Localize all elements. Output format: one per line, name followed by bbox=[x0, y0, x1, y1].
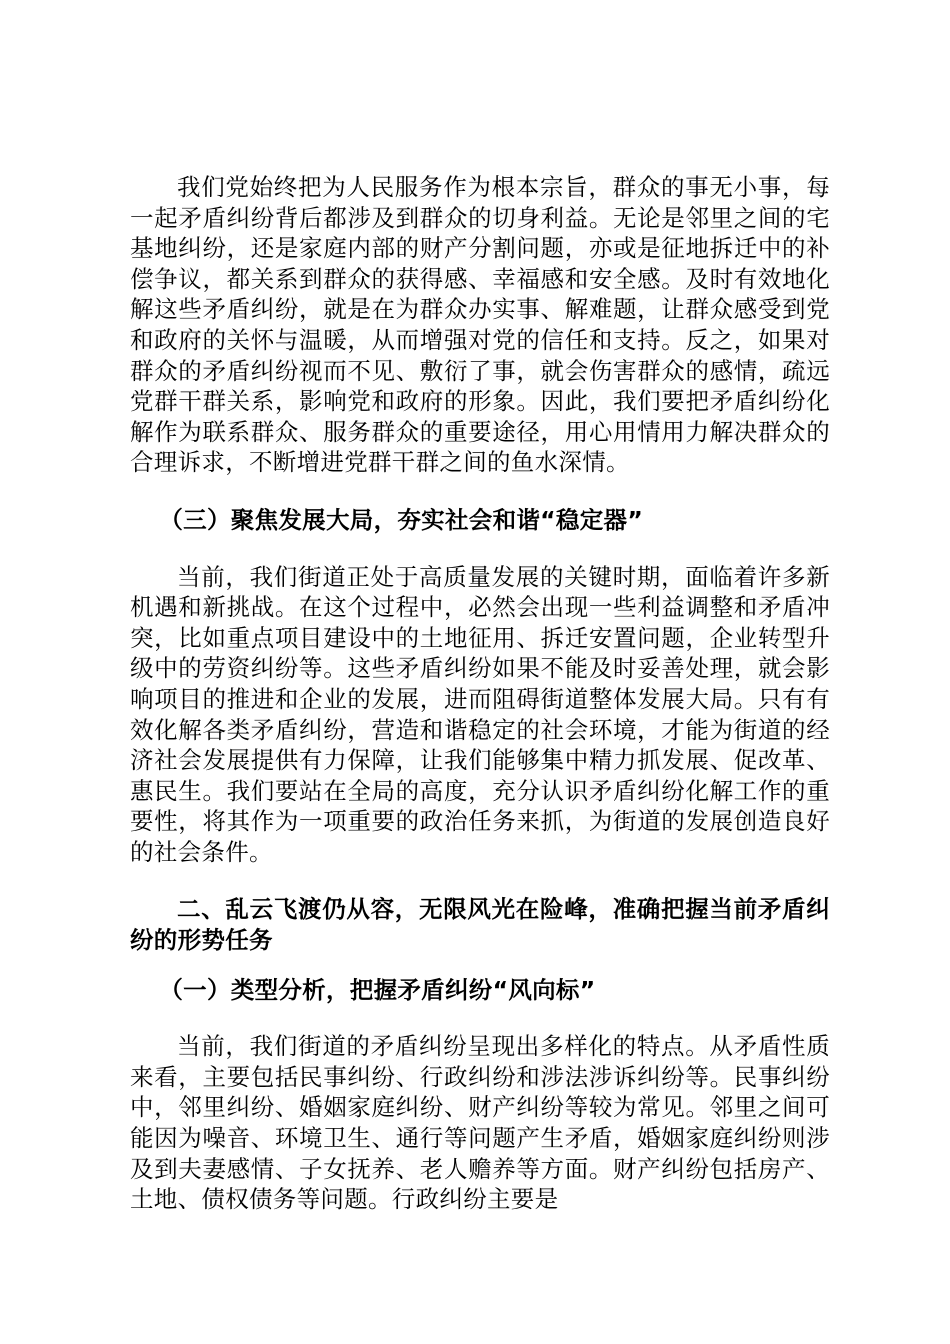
section-heading-1: （一）类型分析，把握矛盾纠纷“风向标” bbox=[159, 975, 596, 1004]
body-paragraph: 当前，我们街道的矛盾纠纷呈现出多样化的特点。从矛盾性质来看，主要包括民事纠纷、行政纠纷和涉法涉诉纠纷等。民事纠纷中，邻里纠纷、婚姻家庭纠纷、财产纠纷等较为常见。邻里之间可能因为噪音、环境卫生、通行等问题产生矛盾，婚姻家庭纠纷则涉及到夫妻感情、子女抚养、老人赡养等方面。财产纠纷包括房产、土地、债权债务等问题。行政纠纷主要是 bbox=[130, 1032, 830, 1214]
section-heading-3: （三）聚焦发展大局，夯实社会和谐“稳定器” bbox=[159, 505, 644, 534]
body-paragraph: 当前，我们街道正处于高质量发展的关键时期，面临着许多新机遇和新挑战。在这个过程中，必然会出现一些利益调整和矛盾冲突，比如重点项目建设中的土地征用、拆迁安置问题，企业转型升级中的劳资纠纷等。这些矛盾纠纷如果不能及时妥善处理，就会影响项目的推进和企业的发展，进而阻碍街道整体发展大局。只有有效化解各类矛盾纠纷，营造和谐稳定的社会环境，才能为街道的经济社会发展提供有力保障，让我们能够集中精力抓发展、促改革、惠民生。我们要站在全局的高度，充分认识矛盾纠纷化解工作的重要性，将其作为一项重要的政治任务来抓，为街道的发展创造良好的社会条件。 bbox=[130, 562, 830, 866]
body-paragraph: 我们党始终把为人民服务作为根本宗旨，群众的事无小事，每一起矛盾纠纷背后都涉及到群众的切身利益。无论是邻里之间的宅基地纠纷，还是家庭内部的财产分割问题，亦或是征地拆迁中的补偿争议，都关系到群众的获得感、幸福感和安全感。及时有效地化解这些矛盾纠纷，就是在为群众办实事、解难题，让群众感受到党和政府的关怀与温暖，从而增强对党的信任和支持。反之，如果对群众的矛盾纠纷视而不见、敷衍了事，就会伤害群众的感情，疏远党群干群关系，影响党和政府的形象。因此，我们要把矛盾纠纷化解作为联系群众、服务群众的重要途径，用心用情用力解决群众的合理诉求，不断增进党群干群之间的鱼水深情。 bbox=[130, 173, 830, 477]
document-page bbox=[130, 172, 830, 1215]
chapter-heading-2: 二、乱云飞渡仍从容，无限风光在险峰，准确把握当前矛盾纠纷的形势任务 bbox=[130, 895, 830, 955]
